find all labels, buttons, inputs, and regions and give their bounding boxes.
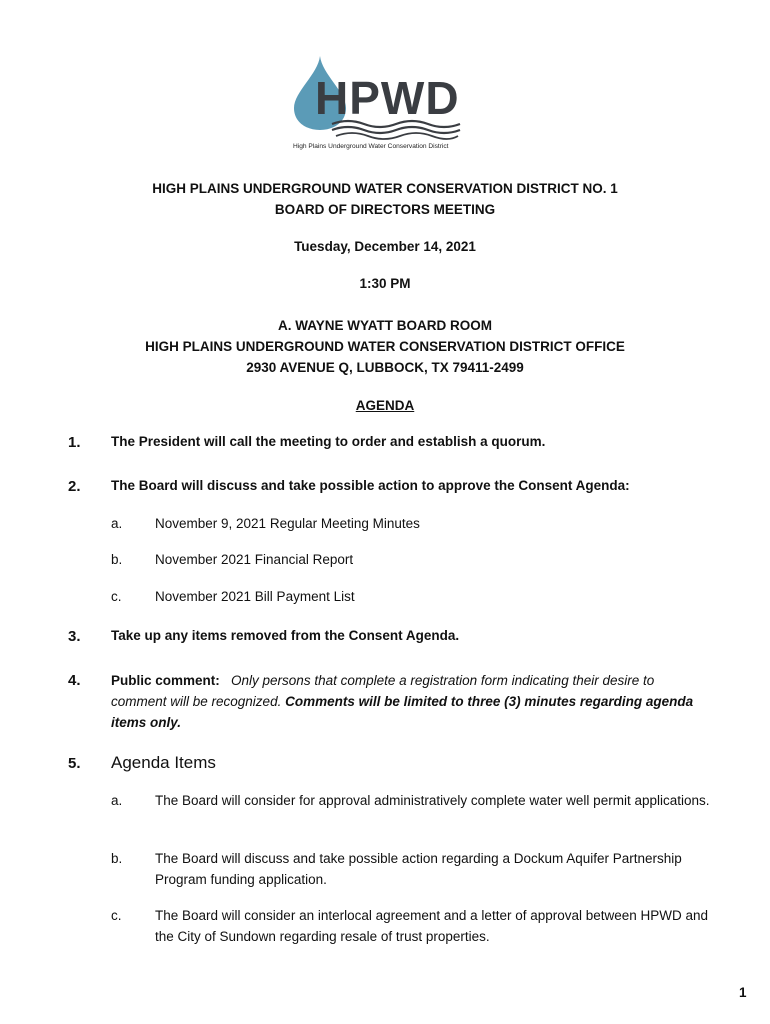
page-number: 1 — [739, 985, 747, 1000]
public-comment-label: Public comment: — [111, 673, 220, 688]
item-number: 3. — [68, 628, 81, 645]
logo-tagline: High Plains Underground Water Conservation District — [293, 143, 449, 150]
location-room: A. WAYNE WYATT BOARD ROOM — [277, 318, 492, 333]
meeting-time: 1:30 PM — [359, 276, 411, 291]
item-number: 2. — [68, 478, 81, 495]
sub-item-letter: c. — [111, 908, 122, 923]
meeting-header — [0, 178, 770, 220]
sub-item-letter: c. — [111, 589, 122, 604]
item-number: 5. — [68, 755, 81, 772]
sub-item-letter: b. — [111, 851, 123, 866]
consent-item-financial-report: November 2021 Financial Report — [155, 552, 354, 567]
item-1-text: The President will call the meeting to order and establish a quorum. — [111, 434, 546, 449]
item-3-text: Take up any items removed from the Consent Agenda. — [111, 628, 460, 643]
location-office: HIGH PLAINS UNDERGROUND WATER CONSERVATION DISTRICT OFFICE — [145, 339, 625, 354]
sub-item-letter: a. — [111, 516, 123, 531]
public-comment-paragraph — [111, 670, 711, 733]
public-comment-limit: Comments will be limited to three (3) minutes regarding agenda items only. — [111, 694, 694, 730]
sub-item-letter: b. — [111, 552, 123, 567]
public-comment-note: Only persons that complete a registration form indicating their desire to comment will be recognized. — [111, 673, 655, 709]
agenda-item-interlocal-agreement: The Board will consider an interlocal agreement and a letter of approval between HPWD and the City of Sundown regarding resale of trust properties. — [155, 908, 709, 944]
agenda-items-heading: Agenda Items — [111, 753, 216, 772]
water-drop-logo-icon — [288, 52, 478, 152]
logo-wordmark: HPWD — [315, 72, 460, 124]
meeting-date: Tuesday, December 14, 2021 — [294, 239, 476, 254]
item-number: 4. — [68, 672, 81, 689]
item-number: 1. — [68, 434, 81, 451]
location-address: 2930 AVENUE Q, LUBBOCK, TX 79411-2499 — [246, 360, 524, 375]
district-name: HIGH PLAINS UNDERGROUND WATER CONSERVATION DISTRICT NO. 1 — [152, 181, 618, 196]
consent-item-bill-payment: November 2021 Bill Payment List — [155, 589, 355, 604]
agenda-title: AGENDA — [355, 398, 415, 413]
meeting-location — [0, 315, 770, 378]
hpwd-logo — [288, 52, 478, 152]
item-2-text: The Board will discuss and take possible action to approve the Consent Agenda: — [111, 478, 630, 493]
meeting-type: BOARD OF DIRECTORS MEETING — [274, 202, 496, 217]
consent-item-minutes: November 9, 2021 Regular Meeting Minutes — [155, 516, 420, 531]
sub-item-letter: a. — [111, 793, 123, 808]
agenda-item-dockum-aquifer: The Board will discuss and take possible action regarding a Dockum Aquifer Partnership Program funding application. — [155, 851, 682, 887]
agenda-item-well-permits: The Board will consider for approval administratively complete water well permit applications. — [155, 793, 710, 808]
